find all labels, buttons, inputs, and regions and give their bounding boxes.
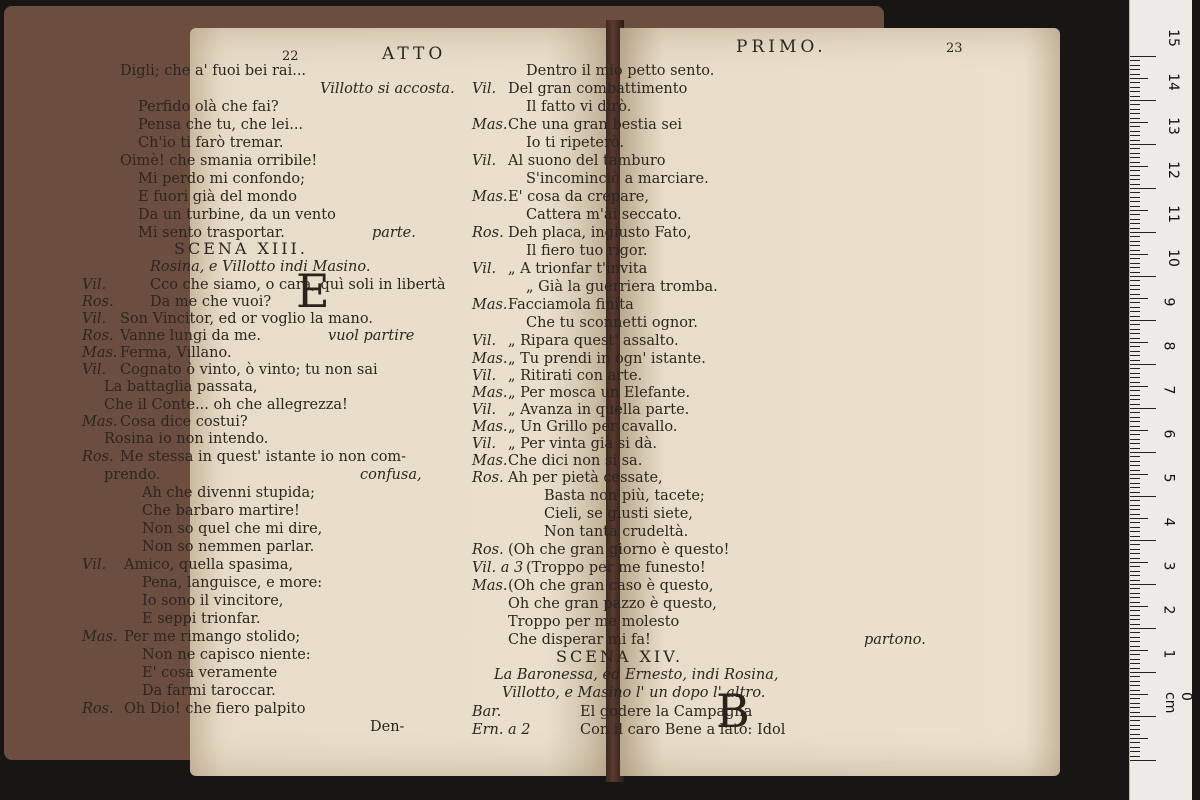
drop-cap-left: E [296, 264, 330, 318]
right-text-line: partono. [864, 632, 926, 648]
ruler-tick [1130, 126, 1140, 127]
right-text-line: La Baronessa, ed Ernesto, indi Rosina, [494, 667, 779, 683]
ruler-tick [1130, 566, 1140, 567]
ruler-tick [1130, 206, 1140, 207]
ruler-tick [1130, 100, 1156, 101]
ruler-tick [1130, 408, 1156, 409]
right-text-line: „ Per vinta già si dà. [508, 436, 657, 452]
right-text-line: El godere la Campagna [580, 704, 753, 720]
ruler-tick [1130, 60, 1140, 61]
ruler-tick [1130, 760, 1156, 761]
ruler-tick [1130, 663, 1140, 664]
ruler-tick [1130, 694, 1148, 695]
ruler-tick [1130, 289, 1140, 290]
left-text-line: Perfido olà che fai? [138, 99, 279, 115]
ruler-tick [1130, 698, 1140, 699]
ruler-tick [1130, 562, 1148, 563]
ruler-tick [1130, 597, 1140, 598]
ruler-tick [1130, 421, 1140, 422]
ruler-tick [1130, 144, 1156, 145]
ruler-tick [1130, 593, 1140, 594]
left-text-line: Rosina, e Villotto indi Masino. [150, 259, 371, 275]
left-running-header: ATTO [382, 44, 447, 64]
right-text-line: Ros. [472, 470, 504, 486]
ruler-tick [1130, 386, 1148, 387]
ruler-tick [1130, 241, 1140, 242]
ruler-tick [1130, 531, 1140, 532]
left-text-line: Mas. [82, 345, 118, 361]
right-text-line: Mas. [472, 117, 508, 133]
ruler-tick [1130, 69, 1140, 70]
right-text-line: Cattera m'ài seccato. [526, 207, 682, 223]
left-text-line: prendo. [104, 467, 161, 483]
ruler-tick [1130, 474, 1148, 475]
ruler-tick [1130, 184, 1140, 185]
left-text-line: Vil. [82, 277, 107, 293]
ruler-tick [1130, 250, 1140, 251]
left-text-line: Mas. [82, 414, 118, 430]
ruler-tick [1130, 606, 1148, 607]
ruler-tick [1130, 668, 1140, 669]
right-text-line: Al suono del tamburo [508, 153, 666, 169]
ruler-tick [1130, 734, 1140, 735]
right-text-line: Che tu sconnetti ognor. [526, 315, 698, 331]
ruler-tick [1130, 439, 1140, 440]
right-text-line: Vil. [472, 153, 497, 169]
right-text-line: Che una gran bestia sei [508, 117, 683, 133]
ruler-tick [1130, 483, 1140, 484]
ruler-label: 13 [1164, 117, 1181, 135]
ruler-label: 5 [1160, 473, 1177, 483]
right-text-line: Il fatto vi dirò. [526, 99, 632, 115]
ruler-tick [1130, 527, 1140, 528]
left-text-line: Da un turbine, da un vento [138, 207, 336, 223]
right-text-line: Mas. [472, 453, 508, 469]
ruler-tick [1130, 624, 1140, 625]
ruler-tick [1130, 294, 1140, 295]
right-text-line: Che disperar mi fa! [508, 632, 651, 648]
ruler-tick [1130, 720, 1140, 721]
ruler-tick [1130, 509, 1140, 510]
left-text-line: Da farmi taroccar. [142, 683, 276, 699]
right-text-line: Ah per pietà cessate, [508, 470, 663, 486]
ruler-tick [1130, 395, 1140, 396]
ruler-tick [1130, 65, 1140, 66]
ruler-tick [1130, 91, 1140, 92]
ruler-tick [1130, 56, 1156, 57]
left-text-line: E' cosa veramente [142, 665, 278, 681]
left-text-line: Son Vincitor, ed or voglio la mano. [120, 311, 373, 327]
ruler-tick [1130, 412, 1140, 413]
ruler-tick [1130, 153, 1140, 154]
ruler-tick [1130, 96, 1140, 97]
left-text-line: Non ne capisco niente: [142, 647, 311, 663]
ruler-tick [1130, 659, 1140, 660]
ruler-tick [1130, 641, 1140, 642]
right-text-line: Con il caro Bene a lato: Idol [580, 722, 786, 738]
ruler-tick [1130, 404, 1140, 405]
right-text-line: Ros. [472, 542, 504, 558]
ruler-tick [1130, 646, 1140, 647]
right-text-line: Io ti ripeterò. [526, 135, 624, 151]
ruler-tick [1130, 729, 1140, 730]
ruler-tick [1130, 373, 1140, 374]
ruler-tick [1130, 364, 1156, 365]
ruler-tick [1130, 201, 1140, 202]
ruler-tick [1130, 540, 1156, 541]
ruler-tick [1130, 87, 1140, 88]
ruler-tick [1130, 162, 1140, 163]
ruler-tick [1130, 676, 1140, 677]
ruler-tick [1130, 443, 1140, 444]
ruler-label: 9 [1160, 297, 1177, 307]
ruler-tick [1130, 496, 1156, 497]
ruler-label: 12 [1164, 161, 1181, 179]
right-text-line: Dentro il mio petto sento. [526, 63, 715, 79]
ruler-tick [1130, 725, 1140, 726]
ruler-tick [1130, 329, 1140, 330]
ruler-tick [1130, 610, 1140, 611]
ruler-tick [1130, 690, 1140, 691]
right-text-line: „ Un Grillo per cavallo. [508, 419, 678, 435]
ruler-tick [1130, 223, 1140, 224]
ruler-tick [1130, 351, 1140, 352]
ruler-tick [1130, 214, 1140, 215]
ruler-tick [1130, 118, 1140, 119]
ruler-tick [1130, 707, 1140, 708]
left-text-line: Pena, languisce, e more: [142, 575, 323, 591]
ruler-tick [1130, 316, 1140, 317]
ruler-tick [1130, 104, 1140, 105]
left-text-line: Io sono il vincitore, [142, 593, 284, 609]
left-text-line: Vil. [82, 362, 107, 378]
right-text-line: „ Tu prendi in ogn' istante. [508, 351, 706, 367]
ruler-tick [1130, 654, 1140, 655]
ruler-tick [1130, 245, 1140, 246]
right-text-line: Oh che gran pazzo è questo, [508, 596, 717, 612]
left-text-line: Oimè! che smania orribile! [120, 153, 318, 169]
drop-cap-right: B [716, 684, 750, 738]
left-text-line: Per me rimango stolido; [124, 629, 301, 645]
right-text-line: Troppo per me molesto [508, 614, 680, 630]
ruler-tick [1130, 228, 1140, 229]
ruler-tick [1130, 170, 1140, 171]
ruler-tick [1130, 470, 1140, 471]
ruler-tick [1130, 602, 1140, 603]
ruler-tick [1130, 558, 1140, 559]
right-text-line: Mas. [472, 419, 508, 435]
ruler-label: 1 [1160, 649, 1177, 659]
ruler-tick [1130, 324, 1140, 325]
ruler-tick [1130, 210, 1148, 211]
ruler-tick [1130, 514, 1140, 515]
ruler-tick [1130, 236, 1140, 237]
ruler-tick [1130, 456, 1140, 457]
left-text-line: Ferma, Villano. [120, 345, 232, 361]
ruler-tick [1130, 267, 1140, 268]
ruler-tick [1130, 148, 1140, 149]
right-text-line: Il fiero tuo rigor. [526, 243, 648, 259]
ruler-tick [1130, 448, 1140, 449]
ruler-tick [1130, 434, 1140, 435]
ruler-tick [1130, 461, 1140, 462]
ruler-tick [1130, 426, 1140, 427]
left-text-line: Me stessa in quest' istante io non com- [120, 449, 407, 465]
ruler-tick [1130, 712, 1140, 713]
right-text-line: (Oh che gran caso è questo, [508, 578, 714, 594]
right-text-line: Ern. [472, 722, 504, 738]
ruler-tick [1130, 382, 1140, 383]
ruler-tick [1130, 430, 1148, 431]
ruler-tick [1130, 254, 1148, 255]
right-text-line: Che dici non si sa. [508, 453, 643, 469]
right-text-line: (Troppo per me funesto! [526, 560, 706, 576]
measuring-ruler [1129, 0, 1192, 800]
left-text-line: Vil. [82, 311, 107, 327]
ruler-tick [1130, 522, 1140, 523]
left-text-line: Pensa che tu, che lei... [138, 117, 304, 133]
left-text-line: SCENA XIII. [174, 239, 308, 258]
ruler-tick [1130, 685, 1140, 686]
ruler-tick [1130, 650, 1148, 651]
left-text-line: Vil. [82, 557, 107, 573]
ruler-tick [1130, 518, 1148, 519]
ruler-tick [1130, 738, 1148, 739]
left-text-line: Den- [370, 719, 405, 735]
left-text-line: Ch'io ti farò tremar. [138, 135, 284, 151]
left-text-line: confusa, [360, 467, 422, 483]
right-text-line: Villotto, e Masino l' un dopo l' altro. [502, 685, 766, 701]
right-text-line: „ Per mosca un Elefante. [508, 385, 691, 401]
ruler-tick [1130, 311, 1140, 312]
ruler-label: 10 [1164, 249, 1181, 267]
ruler-tick [1130, 307, 1140, 308]
ruler-tick [1130, 78, 1148, 79]
ruler-label: 6 [1160, 429, 1177, 439]
left-text-line: Ros. [82, 294, 114, 310]
ruler-tick [1130, 175, 1140, 176]
ruler-tick [1130, 632, 1140, 633]
right-text-line: Basta non più, tacete; [544, 488, 705, 504]
ruler-tick [1130, 140, 1140, 141]
ruler-tick [1130, 272, 1140, 273]
ruler-tick [1130, 584, 1156, 585]
left-text-line: Rosina io non intendo. [104, 431, 269, 447]
ruler-tick [1130, 166, 1148, 167]
ruler-tick [1130, 575, 1140, 576]
ruler-tick [1130, 628, 1156, 629]
left-page-number: 22 [282, 49, 299, 64]
ruler-tick [1130, 157, 1140, 158]
right-text-line: Cieli, se giusti siete, [544, 506, 693, 522]
ruler-label: 3 [1160, 561, 1177, 571]
left-text-line: Oh Dio! che fiero palpito [124, 701, 306, 717]
left-text-line: Ros. [82, 449, 114, 465]
right-text-line: (Oh che gran giorno è questo! [508, 542, 730, 558]
right-text-line: „ Ripara quest' assalto. [508, 333, 679, 349]
ruler-tick [1130, 465, 1140, 466]
right-text-line: Vil. [472, 333, 497, 349]
right-text-line: Vil. [472, 368, 497, 384]
right-text-line: Mas. [472, 578, 508, 594]
right-page-number: 23 [946, 41, 963, 56]
ruler-tick [1130, 487, 1140, 488]
right-text-line: S'incominciò a marciare. [526, 171, 709, 187]
ruler-tick [1130, 588, 1140, 589]
ruler-tick [1130, 320, 1156, 321]
right-text-line: Vil. a 3 [472, 560, 524, 576]
right-text-line: E' cosa da crepare, [508, 189, 649, 205]
left-text-line: Ros. [82, 701, 114, 717]
left-text-line: Non so quel che mi dire, [142, 521, 323, 537]
ruler-tick [1130, 580, 1140, 581]
ruler-tick [1130, 258, 1140, 259]
right-text-line: Facciamola finita [508, 297, 634, 313]
ruler-tick [1130, 263, 1140, 264]
right-text-line: Vil. [472, 261, 497, 277]
ruler-tick [1130, 82, 1140, 83]
right-text-line: „ Avanza in quella parte. [508, 402, 690, 418]
ruler-tick [1130, 355, 1140, 356]
ruler-tick [1130, 571, 1140, 572]
ruler-tick [1130, 333, 1140, 334]
ruler-tick [1130, 131, 1140, 132]
ruler-tick [1130, 285, 1140, 286]
ruler-tick [1130, 716, 1156, 717]
right-text-line: „ A trionfar t'invita [508, 261, 648, 277]
left-text-line: La battaglia passata, [104, 379, 258, 395]
left-text-line: Mi sento trasportar. [138, 225, 285, 241]
left-text-line: Mas. [82, 629, 118, 645]
right-running-header: PRIMO. [736, 37, 827, 57]
ruler-tick [1130, 302, 1140, 303]
ruler-tick [1130, 452, 1156, 453]
ruler-tick [1130, 681, 1140, 682]
ruler-label: 14 [1164, 73, 1181, 91]
left-text-line: Vanne lungi da me. [120, 328, 261, 344]
right-text-line: Ros. [472, 225, 504, 241]
ruler-tick [1130, 135, 1140, 136]
ruler-tick [1130, 298, 1148, 299]
left-text-line: vuol partire [328, 328, 415, 344]
left-text-line: Non so nemmen parlar. [142, 539, 315, 555]
left-text-line: Cco che siamo, o cara, quì soli in libertà [150, 277, 446, 293]
right-text-line: Mas. [472, 297, 508, 313]
ruler-tick [1130, 338, 1140, 339]
left-text-line: Ros. [82, 328, 114, 344]
right-text-line: Mas. [472, 385, 508, 401]
ruler-tick [1130, 747, 1140, 748]
ruler-label: 4 [1160, 517, 1177, 527]
left-text-line: Villotto si accosta. [320, 81, 455, 97]
right-text-line: Non tanta crudeltà. [544, 524, 689, 540]
right-text-line: Del gran combattimento [508, 81, 688, 97]
right-text-line: Vil. [472, 436, 497, 452]
ruler-tick [1130, 377, 1140, 378]
ruler-tick [1130, 478, 1140, 479]
ruler-tick [1130, 544, 1140, 545]
ruler-tick [1130, 615, 1140, 616]
ruler-tick [1130, 179, 1140, 180]
left-text-line: Da me che vuoi? [150, 294, 272, 310]
left-text-line: Che barbaro martire! [142, 503, 300, 519]
right-text-line: Vil. [472, 81, 497, 97]
ruler-tick [1130, 756, 1140, 757]
ruler-tick [1130, 276, 1156, 277]
ruler-label: 11 [1164, 205, 1181, 223]
left-text-line: Mi perdo mi confondo; [138, 171, 306, 187]
ruler-tick [1130, 197, 1140, 198]
ruler-tick [1130, 672, 1156, 673]
left-text-line: parte. [372, 225, 416, 241]
right-text-line: Mas. [472, 351, 508, 367]
ruler-tick [1130, 536, 1140, 537]
right-text-line: Deh placa, ingiusto Fato, [508, 225, 692, 241]
ruler-label: 2 [1160, 605, 1177, 615]
left-text-line: Ah che divenni stupida; [142, 485, 316, 501]
right-text-line: SCENA XIV. [556, 647, 684, 666]
right-text-line: „ Già la guerriera tromba. [526, 279, 718, 295]
ruler-tick [1130, 74, 1140, 75]
left-text-line: Digli; che a' fuoi bei rai... [120, 63, 307, 79]
ruler-label: 8 [1160, 341, 1177, 351]
ruler-tick [1130, 703, 1140, 704]
left-text-line: Che il Conte... oh che allegrezza! [104, 397, 348, 413]
left-text-line: E seppi trionfar. [142, 611, 261, 627]
right-text-line: Bar. [472, 704, 502, 720]
ruler-tick [1130, 619, 1140, 620]
left-text-line: Amico, quella spasima, [124, 557, 294, 573]
left-text-line: Cosa dice costui? [120, 414, 248, 430]
right-text-line: Mas. [472, 189, 508, 205]
ruler-tick [1130, 192, 1140, 193]
ruler-label: 15 [1164, 29, 1181, 47]
ruler-tick [1130, 346, 1140, 347]
ruler-tick [1130, 549, 1140, 550]
ruler-label: 7 [1160, 385, 1177, 395]
ruler-tick [1130, 342, 1148, 343]
ruler-tick [1130, 553, 1140, 554]
left-text-line: E fuori già del mondo [138, 189, 297, 205]
ruler-tick [1130, 232, 1156, 233]
ruler-tick [1130, 122, 1148, 123]
right-text-line: „ Ritirati con arte. [508, 368, 643, 384]
ruler-tick [1130, 492, 1140, 493]
ruler-tick [1130, 742, 1140, 743]
ruler-label: 0 cm [1162, 692, 1194, 714]
ruler-tick [1130, 219, 1140, 220]
left-text-line: Cognato ò vinto, ò vinto; tu non sai [120, 362, 378, 378]
ruler-tick [1130, 113, 1140, 114]
ruler-tick [1130, 280, 1140, 281]
ruler-tick [1130, 637, 1140, 638]
ruler-tick [1130, 399, 1140, 400]
right-text-line: a 2 [508, 722, 531, 738]
ruler-tick [1130, 109, 1140, 110]
ruler-tick [1130, 188, 1156, 189]
ruler-tick [1130, 751, 1140, 752]
ruler-tick [1130, 505, 1140, 506]
ruler-tick [1130, 390, 1140, 391]
ruler-tick [1130, 360, 1140, 361]
right-text-line: Vil. [472, 402, 497, 418]
ruler-tick [1130, 500, 1140, 501]
ruler-tick [1130, 417, 1140, 418]
ruler-tick [1130, 368, 1140, 369]
